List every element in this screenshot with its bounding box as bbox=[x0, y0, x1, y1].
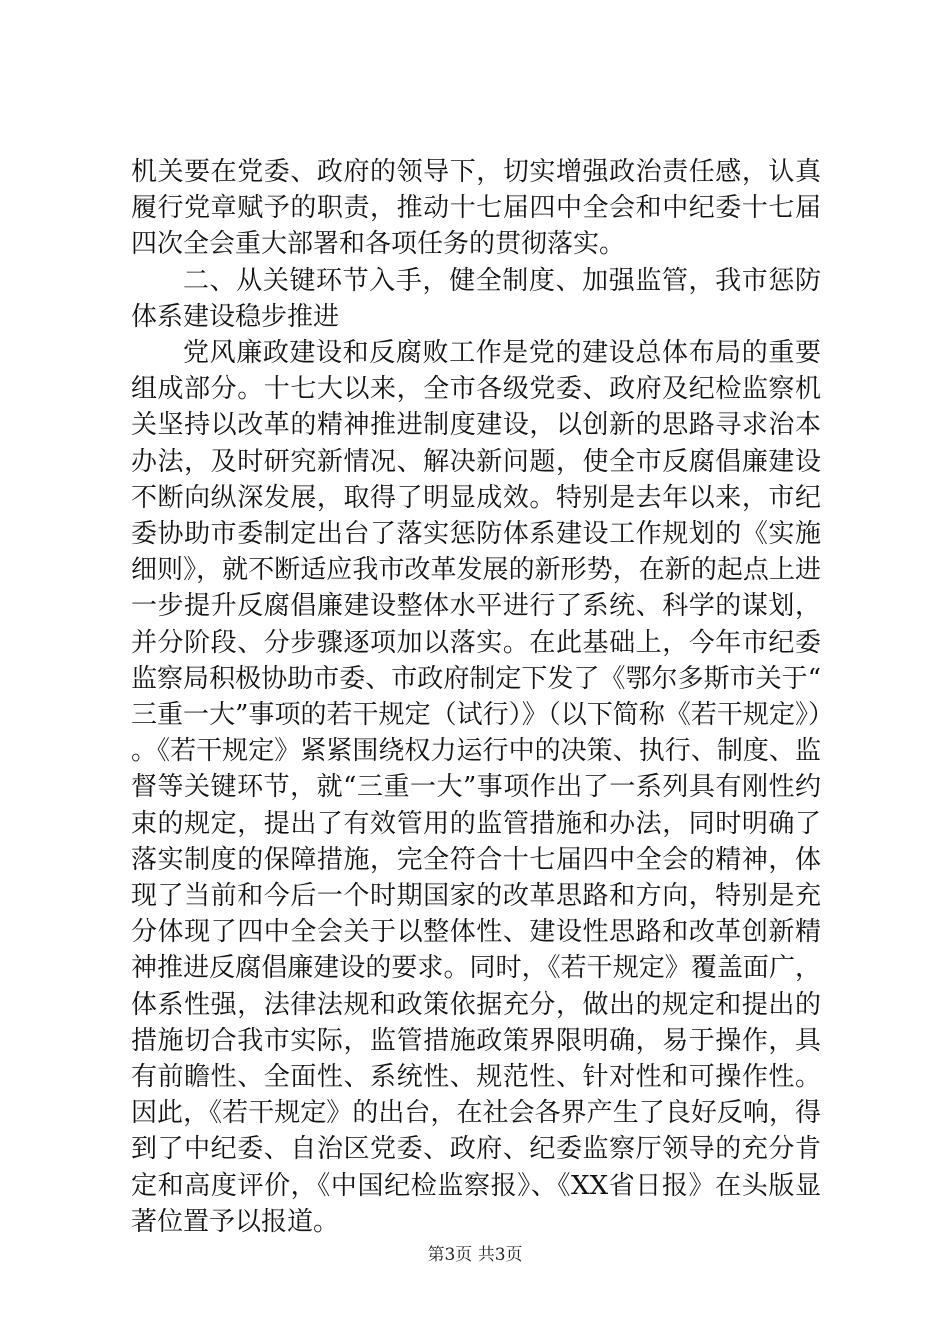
page-footer: 第3页 共3页 bbox=[427, 1245, 523, 1265]
document-body bbox=[131, 154, 821, 1240]
paragraph-continuation: 机关要在党委、政府的领导下，切实增强政治责任感，认真履行党章赋予的职责，推动十七届四中全会和中纪委十七届四次全会重大部署和各项任务的贯彻落实。 bbox=[131, 157, 821, 260]
paragraph-body: 党风廉政建设和反腐败工作是党的建设总体布局的重要组成部分。十七大以来，全市各级党委、政府及纪检监察机关坚持以改革的精神推进制度建设，以创新的思路寻求治本办法，及时研究新情况、解决新问题，使全市反腐倡廉建设不断向纵深发展，取得了明显成效。特别是去年以来，市纪委协助市委制定出台了落实惩防体系建设工作规划的《实施细则》，就不断适应我市改革发展的新形势，在新的起点上进一步提升反腐倡廉建设整体水平进行了系统、科学的谋划，并分阶段、分步骤逐项加以落实。在此基础上，今年市纪委监察局积极协助市委、市政府制定下发了《鄂尔多斯市关于“三重一大”事项的若干规定（试行）》（以下简称《若干规定》）。《若干规定》紧紧围绕权力运行中的决策、执行、制度、监督等关键环节，就“三重一大”事项作出了一系列具有刚性约束的规定，提出了有效管用的监管措施和办法，同时明确了落实制度的保障措施，完全符合十七届四中全会的精神，体现了当前和今后一个时期国家的改革思路和方向，特别是充分体现了四中全会关于以整体性、建设性思路和改革创新精神推进反腐倡廉建设的要求。同时，《若干规定》覆盖面广，体系性强，法律法规和政策依据充分，做出的规定和提出的措施切合我市实际，监管措施政策界限明确，易于操作，具有前瞻性、全面性、系统性、规范性、针对性和可操作性。因此，《若干规定》的出台，在社会各界产生了良好反响，得到了中纪委、自治区党委、政府、纪委监察厅领导的充分肯定和高度评价，《中国纪检监察报》、《XX省日报》在头版显著位置予以报道。 bbox=[131, 338, 821, 1237]
section-heading: 二、从关键环节入手，健全制度、加强监管，我市惩防体系建设稳步推进 bbox=[131, 265, 821, 332]
